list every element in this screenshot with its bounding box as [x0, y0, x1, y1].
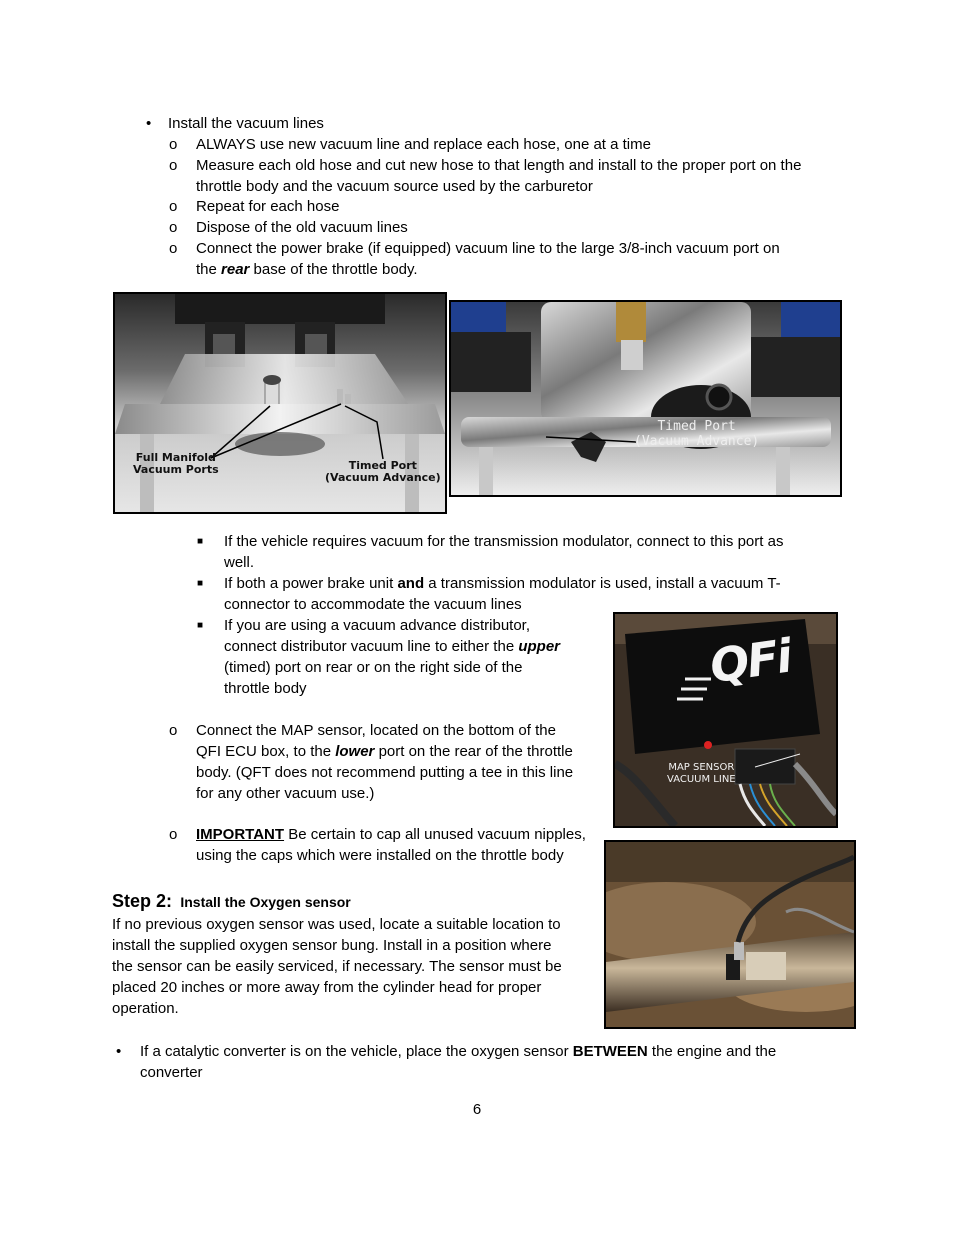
distributor-line3: (timed) port on rear or on the right side of the: [224, 659, 523, 676]
square-marker: ■: [197, 620, 204, 631]
throttle-body-rear-photo: [113, 292, 447, 514]
circle-marker: o: [169, 136, 178, 153]
item-always-new-line: ALWAYS use new vacuum line and replace each hose, one at a time: [196, 136, 651, 153]
oxygen-sensor-photo: [604, 840, 856, 1029]
item-measure-line2: throttle body and the vacuum source used by the carburetor: [196, 178, 593, 195]
t-connector-line2: connector to accommodate the vacuum lines: [224, 596, 522, 613]
item-measure-line1: Measure each old hose and cut new hose to that length and install to the proper port on the: [196, 157, 802, 174]
full-manifold-label: Full Manifold Vacuum Ports: [133, 451, 219, 476]
distributor-line2: connect distributor vacuum line to either the upper: [224, 638, 560, 655]
throttle-body-side-photo: [449, 300, 842, 497]
map-sensor-vacuum-line-label: MAP SENSOR VACUUM LINE: [667, 762, 736, 785]
timed-port-label: Timed Port (Vacuum Advance): [634, 419, 760, 449]
transmission-modulator-line2: well.: [224, 554, 255, 571]
item-power-brake-line2: the rear base of the throttle body.: [196, 261, 418, 278]
important-line1: IMPORTANT Be certain to cap all unused vacuum nipples,: [196, 826, 586, 843]
item-repeat: Repeat for each hose: [196, 198, 340, 215]
step-2-para-line5: operation.: [112, 1000, 179, 1017]
bullet-marker: •: [116, 1043, 122, 1060]
item-dispose: Dispose of the old vacuum lines: [196, 219, 408, 236]
circle-marker: o: [169, 722, 178, 739]
timed-port-label: Timed Port (Vacuum Advance): [325, 459, 441, 484]
map-sensor-photo: [613, 612, 838, 828]
catalytic-line1: If a catalytic converter is on the vehicle, place the oxygen sensor BETWEEN the engine and the: [140, 1043, 777, 1060]
circle-marker: o: [169, 198, 178, 215]
step-2-heading: Step 2: Install the Oxygen sensor: [112, 891, 351, 911]
important-line2: using the caps which were installed on the throttle body: [196, 847, 564, 864]
circle-marker: o: [169, 219, 178, 236]
map-sensor-line3: body. (QFT does not recommend putting a tee in this line: [196, 764, 574, 781]
page-number: 6: [472, 1101, 482, 1118]
item-power-brake-line1: Connect the power brake (if equipped) vacuum line to the large 3/8-inch vacuum port on: [196, 240, 780, 257]
map-sensor-line4: for any other vacuum use.): [196, 785, 375, 802]
map-sensor-line2: QFI ECU box, to the lower port on the rear of the throttle: [196, 743, 573, 760]
step-2-para-line1: If no previous oxygen sensor was used, locate a suitable location to: [112, 916, 561, 933]
square-marker: ■: [197, 578, 204, 589]
bullet-marker: •: [146, 115, 152, 132]
circle-marker: o: [169, 826, 178, 843]
step-2-para-line3: the sensor can be easily serviced, if necessary. The sensor must be: [112, 958, 562, 975]
catalytic-line2: converter: [140, 1064, 203, 1081]
circle-marker: o: [169, 240, 178, 257]
distributor-line4: throttle body: [224, 680, 307, 697]
transmission-modulator-line1: If the vehicle requires vacuum for the transmission modulator, connect to this port as: [224, 533, 784, 550]
bullet-install-vacuum-lines: Install the vacuum lines: [168, 115, 324, 132]
qfi-logo: QFi: [706, 628, 794, 694]
map-sensor-line1: Connect the MAP sensor, located on the bottom of the: [196, 722, 556, 739]
t-connector-line1: If both a power brake unit and a transmission modulator is used, install a vacuum T-: [224, 575, 781, 592]
distributor-line1: If you are using a vacuum advance distributor,: [224, 617, 531, 634]
square-marker: ■: [197, 536, 204, 547]
step-2-para-line2: install the supplied oxygen sensor bung. Install in a position where: [112, 937, 552, 954]
circle-marker: o: [169, 157, 178, 174]
step-2-para-line4: placed 20 inches or more away from the cylinder head for proper: [112, 979, 542, 996]
